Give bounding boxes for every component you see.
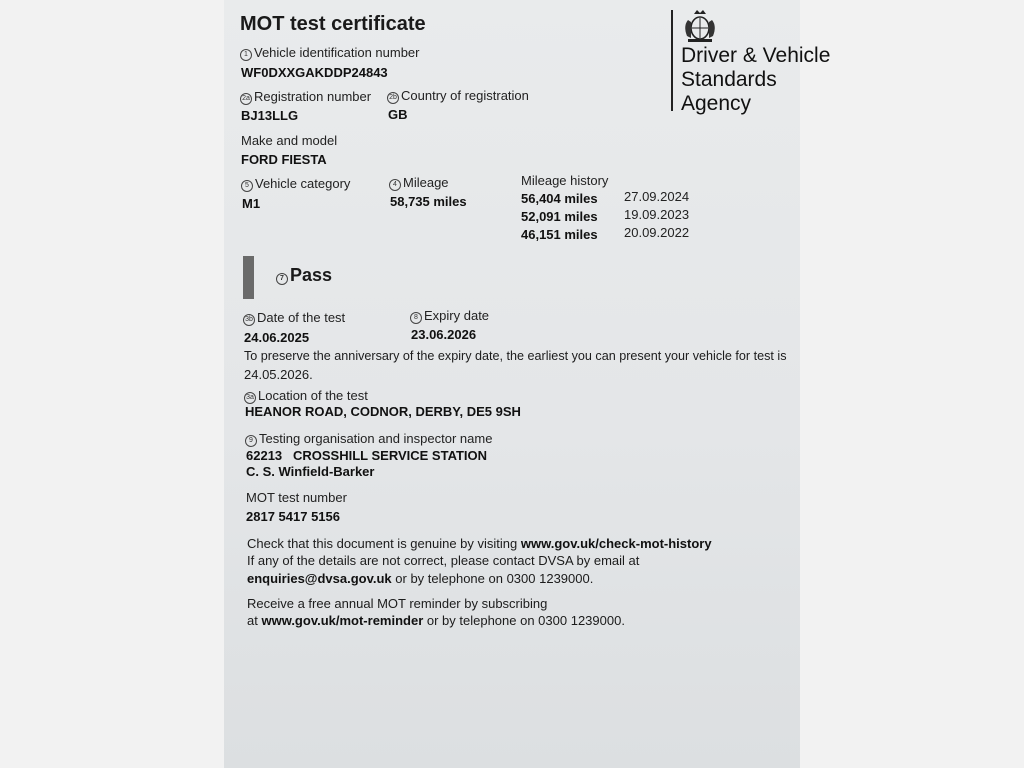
country-value: GB bbox=[388, 107, 408, 122]
reminder-details: at www.gov.uk/mot-reminder or by telephone on 0300 1239000. bbox=[247, 613, 625, 628]
agency-divider bbox=[671, 10, 673, 111]
field-number: 8 bbox=[410, 312, 422, 324]
history-miles-1: 56,404 miles bbox=[521, 191, 598, 206]
field-number: 1 bbox=[240, 49, 252, 61]
agency-line-2: Standards bbox=[681, 68, 777, 91]
history-date-3: 20.09.2022 bbox=[624, 225, 690, 240]
make-model-value: FORD FIESTA bbox=[241, 152, 327, 167]
agency-line-3: Agency bbox=[681, 92, 752, 115]
anniversary-text: To preserve the anniversary of the expiry date, the earliest you can present your vehicle for test is bbox=[244, 349, 787, 363]
field-number: 4 bbox=[389, 179, 401, 191]
location-label: 3a Location of the test bbox=[244, 388, 368, 404]
mileage-value: 58,735 miles bbox=[390, 194, 467, 209]
vin-label: 1 Vehicle identification number bbox=[240, 45, 420, 61]
history-miles-3: 46,151 miles bbox=[521, 227, 598, 242]
mileage-history-label: Mileage history bbox=[521, 173, 609, 188]
test-number-value: 2817 5417 5156 bbox=[246, 509, 340, 524]
category-value: M1 bbox=[242, 196, 261, 211]
check-mot-history-link[interactable]: www.gov.uk/check-mot-history bbox=[520, 536, 712, 551]
reminder-text: Receive a free annual MOT reminder by subscribing bbox=[247, 596, 548, 611]
location-value: HEANOR ROAD, CODNOR, DERBY, DE5 9SH bbox=[245, 404, 521, 419]
agency-name bbox=[681, 44, 830, 116]
field-number: 9 bbox=[245, 435, 257, 447]
mot-reminder-link[interactable]: www.gov.uk/mot-reminder bbox=[261, 613, 424, 628]
royal-crest-icon bbox=[680, 8, 720, 44]
field-number: 5 bbox=[241, 180, 253, 192]
category-label: 5 Vehicle category bbox=[241, 176, 350, 192]
document-title: MOT test certificate bbox=[240, 13, 426, 35]
expiry-date-value: 23.06.2026 bbox=[411, 327, 477, 342]
field-number: 2a bbox=[240, 93, 252, 105]
registration-value: BJ13LLG bbox=[241, 108, 299, 123]
mot-certificate-page bbox=[224, 0, 831, 768]
result-bar bbox=[243, 256, 254, 299]
organisation-label: 9 Testing organisation and inspector name bbox=[245, 431, 492, 447]
test-date-value: 24.06.2025 bbox=[244, 330, 310, 345]
history-date-2: 19.09.2023 bbox=[624, 207, 690, 222]
vin-value: WF0DXXGAKDDP24843 bbox=[241, 65, 388, 80]
anniversary-date: 24.05.2026. bbox=[244, 367, 313, 382]
test-date-label: 3b Date of the test bbox=[243, 310, 345, 326]
make-model-label: Make and model bbox=[241, 133, 338, 148]
country-label: 2b Country of registration bbox=[387, 88, 529, 104]
registration-label: 2a Registration number bbox=[240, 89, 371, 105]
history-miles-2: 52,091 miles bbox=[521, 209, 598, 224]
expiry-date-label: 8 Expiry date bbox=[410, 308, 489, 324]
agency-line-1: Driver & Vehicle bbox=[681, 44, 831, 67]
contact-details: enquiries@dvsa.gov.uk or by telephone on 0300 1239000. bbox=[247, 571, 594, 586]
organisation-value: 62213 CROSSHILL SERVICE STATION bbox=[246, 448, 488, 463]
contact-text: If any of the details are not correct, please contact DVSA by email at bbox=[247, 553, 640, 568]
field-number: 2b bbox=[387, 92, 399, 104]
check-genuine-text: Check that this document is genuine by visiting www.gov.uk/check-mot-history bbox=[247, 536, 712, 551]
field-number: 3a bbox=[244, 392, 256, 404]
contact-email-link[interactable]: enquiries@dvsa.gov.uk bbox=[247, 571, 392, 586]
mileage-label: 4 Mileage bbox=[389, 175, 449, 191]
history-date-1: 27.09.2024 bbox=[624, 189, 690, 204]
inspector-name: C. S. Winfield-Barker bbox=[246, 464, 375, 479]
field-number: 3b bbox=[243, 314, 255, 326]
test-number-label: MOT test number bbox=[246, 490, 347, 505]
field-number: 7 bbox=[276, 273, 288, 285]
result-pass: 7 Pass bbox=[276, 265, 332, 286]
